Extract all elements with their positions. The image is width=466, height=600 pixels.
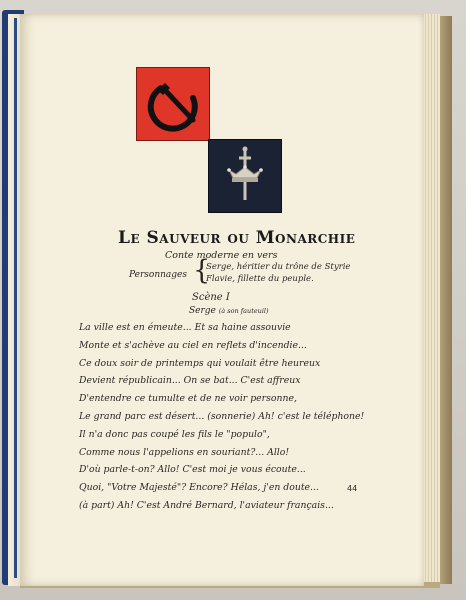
verse-line: La ville est en émeute... Et sa haine assouvie [79, 322, 291, 333]
speaker-name: Serge [189, 306, 216, 316]
page-number: 44 [347, 484, 358, 493]
character-serge: Serge, héritier du trône de Styrie [206, 262, 351, 272]
character-flavie: Flavie, fillette du peuple. [206, 274, 314, 284]
subtitle: Conte moderne en vers [165, 250, 278, 261]
page-title: Le Sauveur ou Monarchie [118, 228, 356, 248]
speaker-line [189, 306, 269, 316]
verse-line: D'où parle-t-on? Allo! C'est moi je vous écoute... [79, 464, 306, 476]
verse-line: Quoi, "Votre Majesté"? Encore? Hélas, j'en doute... [79, 482, 319, 494]
verse-line: Le grand parc est désert... (sonnerie) Ah! c'est le téléphone! [79, 410, 365, 422]
stage-direction: (à son fauteuil) [218, 307, 269, 315]
crown-and-sword-icon [209, 140, 281, 212]
scene-heading: Scène I [192, 292, 230, 303]
verse-line: Ce doux soir de printemps qui voulait être heureux [79, 357, 321, 369]
crown-and-sword-emblem [208, 139, 282, 213]
verse-line: Monte et s'achève au ciel en reflets d'incendie... [79, 339, 307, 351]
verse-line: D'entendre ce tumulte et de ne voir personne, [79, 393, 297, 405]
bookmark-ribbon [14, 18, 17, 578]
personnages-label: Personnages [129, 270, 187, 280]
verse-line: (à part) Ah! C'est André Bernard, l'aviateur français... [79, 499, 334, 511]
hammer-and-sickle-emblem [136, 67, 210, 141]
verse-line: Comme nous l'appelions en souriant?... Allo! [79, 446, 290, 458]
verse-line: Il n'a donc pas coupé les fils le "populo", [79, 428, 270, 440]
brace-glyph: { [193, 255, 211, 286]
verse-line: Devient républicain... On se bat... C'est affreux [79, 375, 301, 387]
hammer-and-sickle-icon [137, 68, 209, 140]
